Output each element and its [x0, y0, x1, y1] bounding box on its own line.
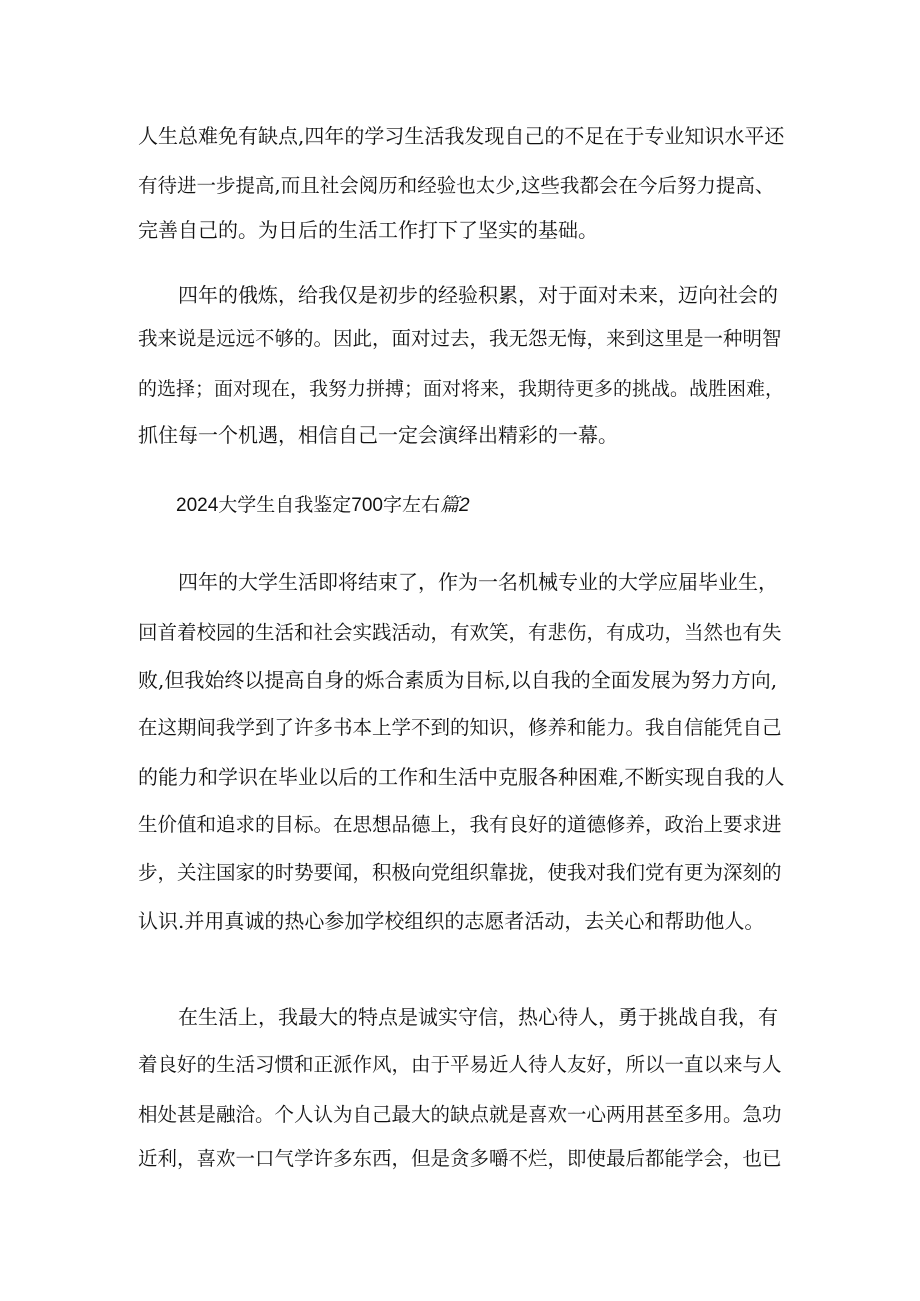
paragraph-1-line-2: 有待进一步提高,而且社会阅历和经验也太少,这些我都会在今后努力提高、	[138, 174, 775, 197]
paragraph-4-line-4: 近利，喜欢一口气学许多东西，但是贪多嚼不烂，即使最后都能学会，也已	[138, 1147, 782, 1170]
section-heading-title: 2024大学生自我鉴定700字左右	[176, 495, 440, 516]
paragraph-3-line-4: 在这期间我学到了许多书本上学不到的知识，修养和能力。我自信能凭自己	[138, 716, 782, 739]
paragraph-4-line-2: 着良好的生活习惯和正派作风，由于平易近人待人友好，所以一直以来与人	[138, 1053, 782, 1076]
paragraph-3-line-8: 认识.并用真诚的热心参加学校组织的志愿者活动，去关心和帮助他人。	[138, 909, 765, 933]
paragraph-4-line-1: 在生活上，我最大的特点是诚实守信，热心待人，勇于挑战自我，有	[178, 1005, 778, 1029]
paragraph-1-line-3: 完善自己的。为日后的生活工作打下了坚实的基础。	[138, 218, 598, 242]
paragraph-2-line-1: 四年的俄炼，给我仅是初步的经验积累，对于面对未来，迈向社会的	[178, 283, 778, 307]
paragraph-2-line-3: 的选择；面对现在，我努力拼搏；面对将来，我期待更多的挑战。战胜困难，	[138, 378, 785, 400]
paragraph-3-line-6: 生价值和追求的目标。在思想品德上，我有良好的道德修养，政治上要求进	[138, 813, 782, 836]
paragraph-1-line-1: 人生总难免有缺点,四年的学习生活我发现自己的不足在于专业知识水平还	[138, 124, 785, 148]
paragraph-3-line-5: 的能力和学识在毕业以后的工作和生活中克服各种困难,不断实现自我的人	[138, 765, 785, 789]
paragraph-3-line-1: 四年的大学生活即将结束了，作为一名机械专业的大学应届毕业生，	[178, 570, 778, 594]
paragraph-2-line-2: 我来说是远远不够的。因此，面对过去，我无怨无悔，来到这里是一种明智	[138, 327, 782, 350]
paragraph-3-line-3: 败,但我始终以提高自身的烁合素质为目标,以自我的全面发展为努力方向,	[138, 668, 778, 692]
section-heading	[176, 494, 470, 518]
paragraph-2-line-4: 抓住每一个机遇，相信自己一定会演绎出精彩的一幕。	[138, 423, 618, 447]
section-heading-suffix: 篇2	[439, 495, 470, 516]
paragraph-3-line-2: 回首着校园的生活和社会实践活动，有欢笑，有悲伤，有成功，当然也有失	[138, 621, 782, 644]
paragraph-4-line-3: 相处甚是融洽。个人认为自己最大的缺点就是喜欢一心两用甚至多用。急功	[138, 1103, 782, 1126]
paragraph-3-line-7: 步，关注国家的时势要闻，积极向党组织靠拢，使我对我们党有更为深刻的	[138, 861, 782, 884]
